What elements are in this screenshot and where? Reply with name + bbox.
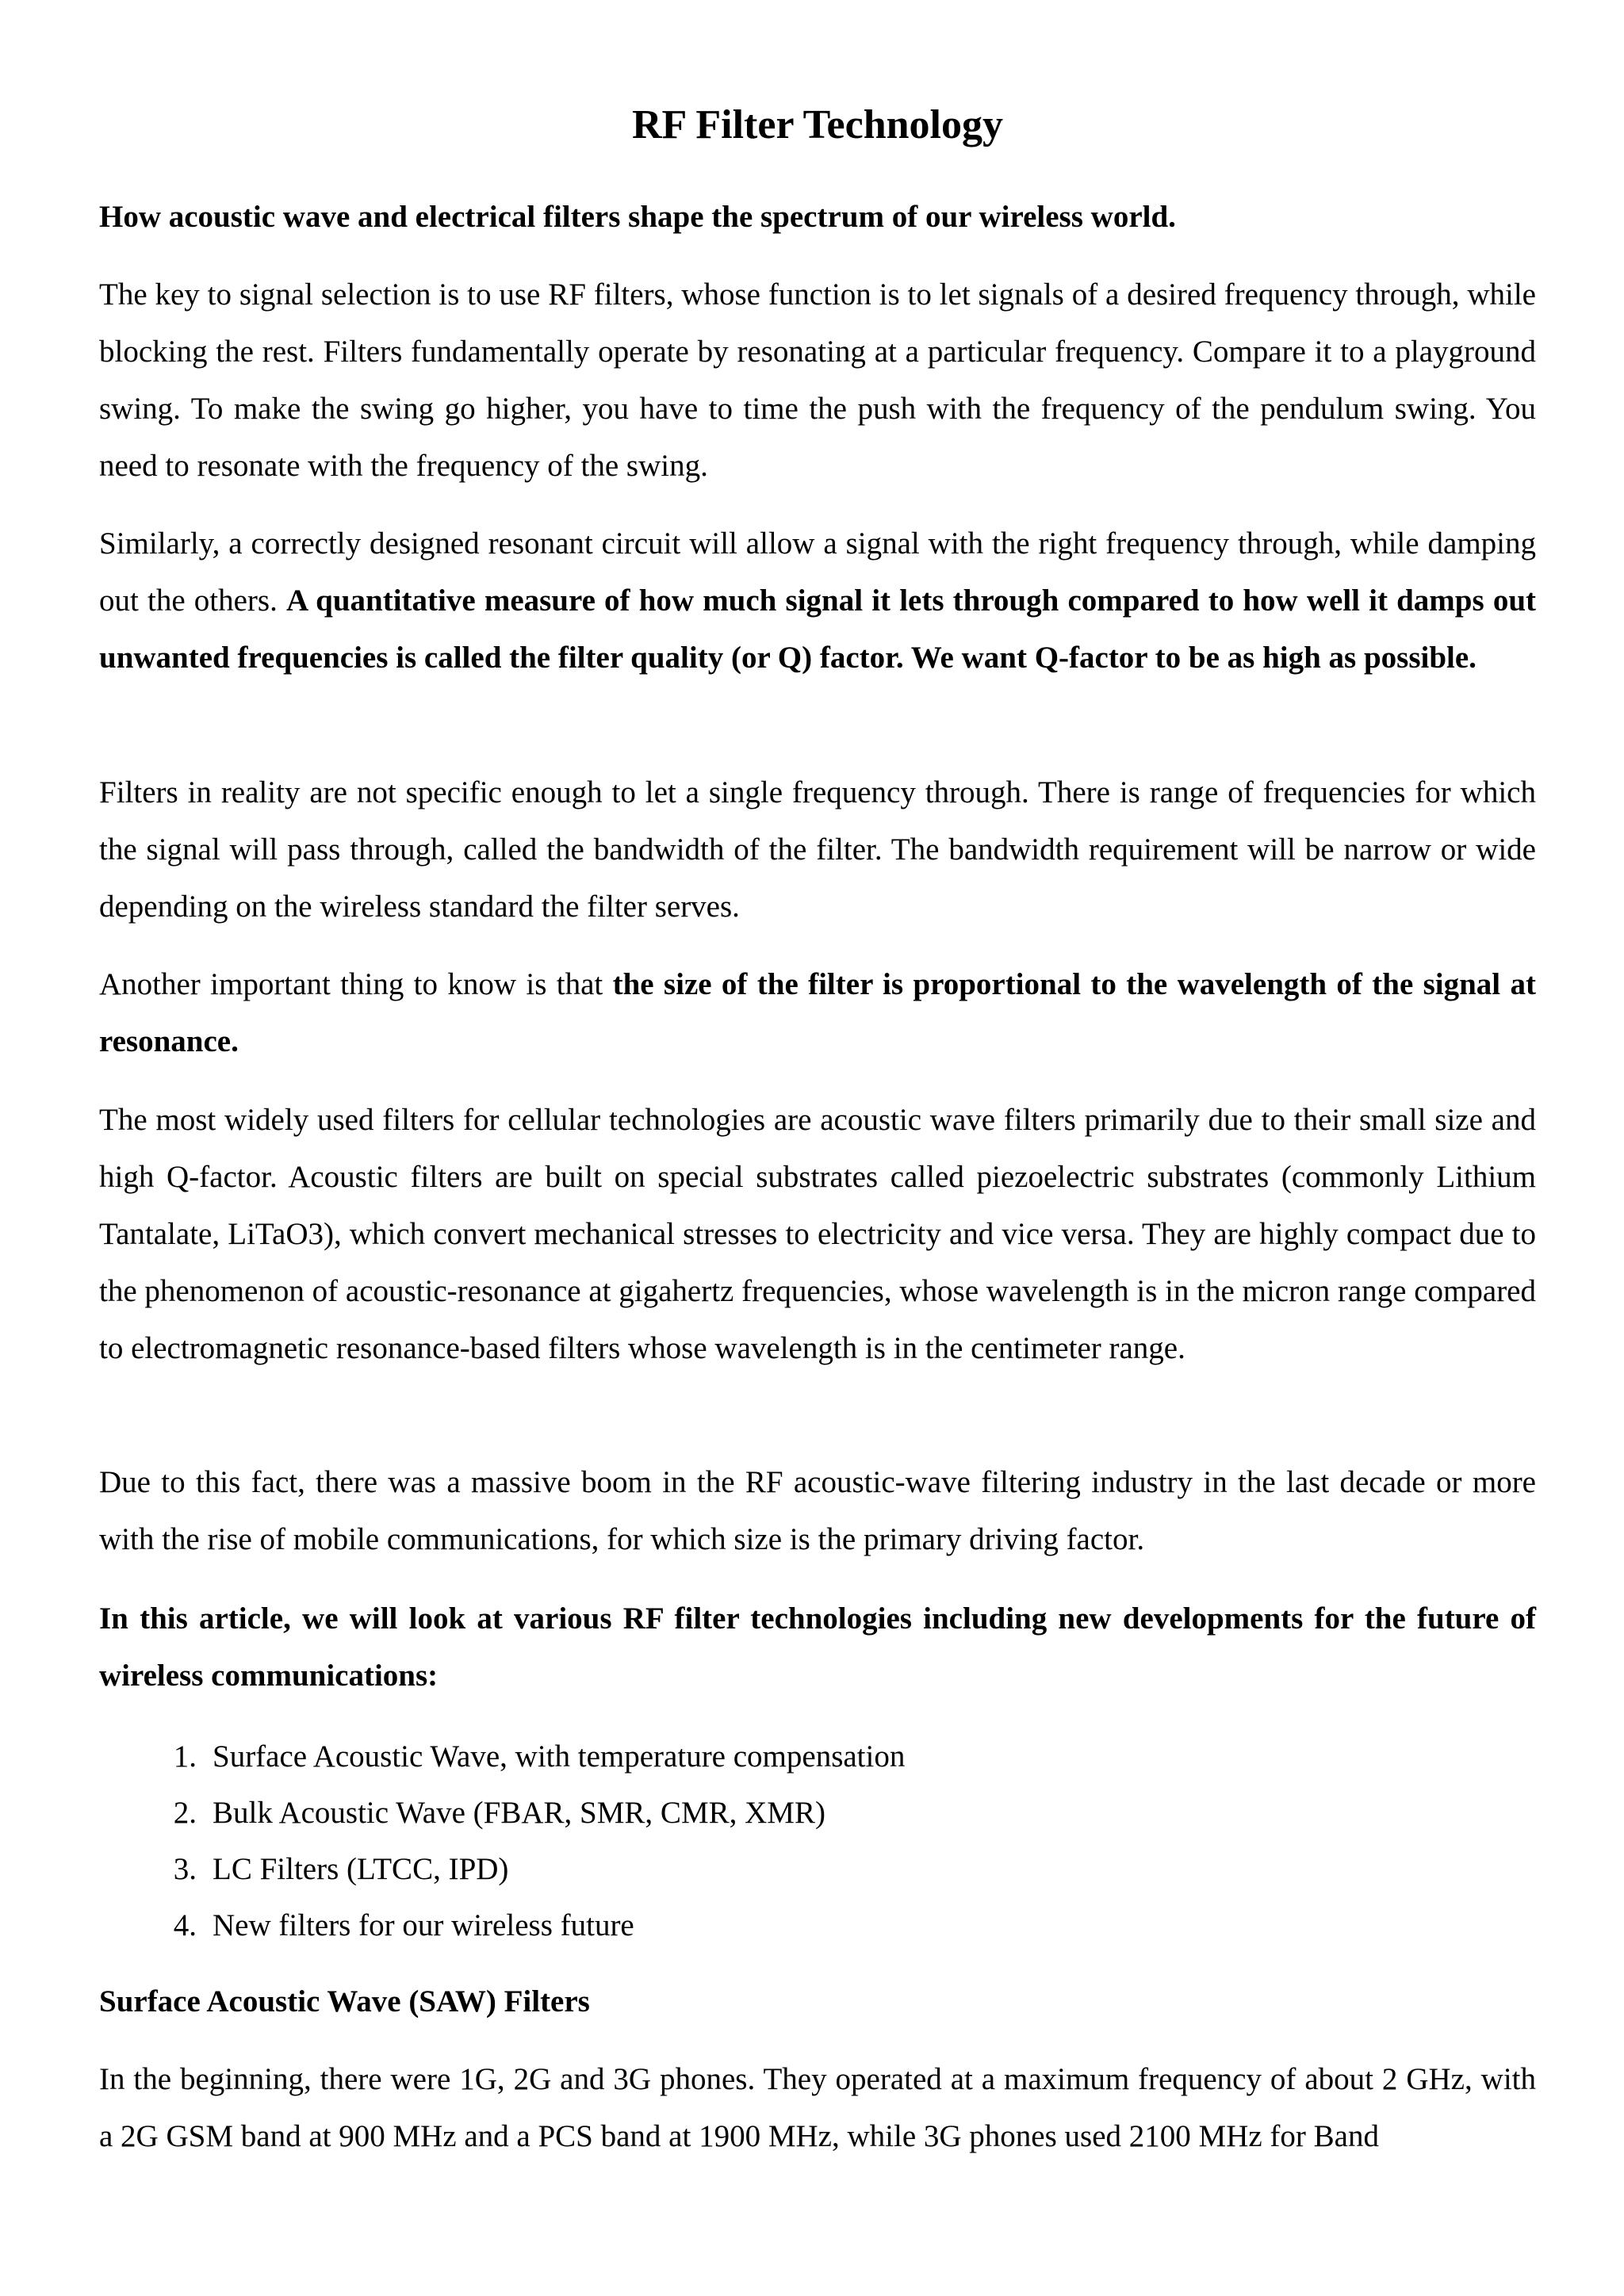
list-item [99, 1728, 905, 1785]
list-item [99, 1897, 905, 1954]
paragraph-resonant-circuit [99, 515, 1536, 687]
paragraph-filter-size-emphasis: the size of the filter is proportional to the wavelength of the signal at resonance. [99, 967, 1536, 1058]
list-item-text: Bulk Acoustic Wave (FBAR, SMR, CMR, XMR) [213, 1796, 825, 1830]
paragraph-signal-selection: The key to signal selection is to use RF filters, whose function is to let signals of a desired frequency through, while blocking the rest. Filters fundamentally operate by resonating at a particular frequency. Compare it to a playground swing. To make the swing go higher, you have to time the push with the frequency of the pendulum swing. You need to resonate with the frequency of the swing. [99, 277, 1536, 483]
list-item-number: 2. [173, 1796, 197, 1830]
list-item-text: New filters for our wireless future [213, 1908, 634, 1942]
list-item-number: 4. [173, 1908, 197, 1942]
section-heading-saw: Surface Acoustic Wave (SAW) Filters [99, 1984, 590, 2019]
paragraph-filter-size [99, 956, 1536, 1070]
paragraph-resonant-circuit-text: Similarly, a correctly designed resonant circuit will allow a signal with the right frequency through, while damping out the others. [99, 526, 1536, 618]
paragraph-acoustic-filters: The most widely used filters for cellular technologies are acoustic wave filters primarily due to their small size and high Q-factor. Acoustic filters are built on special substrates called piezoelectric substrates (commonly Lithium Tantalate, LiTaO3), which convert mechanical stresses to electricity and vice versa. They are highly compact due to the phenomenon of acoustic-resonance at gigahertz frequencies, whose wavelength is in the micron range compared to electromagnetic resonance-based filters whose wavelength is in the centimeter range. [99, 1103, 1536, 1365]
list-item-text: Surface Acoustic Wave, with temperature compensation [213, 1739, 906, 1774]
paragraph-article-intro: In this article, we will look at various RF filter technologies including new developments for the future of wireless communications: [99, 1601, 1536, 1693]
paragraph-bandwidth: Filters in reality are not specific enough to let a single frequency through. There is range of frequencies for which the signal will pass through, called the bandwidth of the filter. The bandwidth requirement will be narrow or wide depending on the wireless standard the filter serves. [99, 775, 1536, 924]
paragraph-saw-history: In the beginning, there were 1G, 2G and 3G phones. They operated at a maximum frequency of about 2 GHz, with a 2G GSM band at 900 MHz and a PCS band at 1900 MHz, while 3G phones used 2100 MHz for Band [99, 2062, 1536, 2153]
paragraph-industry-boom: Due to this fact, there was a massive boom in the RF acoustic-wave filtering industry in the last decade or more with the rise of mobile communications, for which size is the primary driving factor. [99, 1465, 1536, 1556]
list-item-number: 1. [173, 1739, 197, 1774]
document-title: RF Filter Technology [632, 102, 1003, 147]
list-item [99, 1841, 905, 1897]
list-item-text: LC Filters (LTCC, IPD) [213, 1852, 509, 1886]
paragraph-q-factor-emphasis: A quantitative measure of how much signal it lets through compared to how well it damps out unwanted frequencies is called the filter quality (or Q) factor. We want Q-factor to be as high as possible. [99, 584, 1536, 675]
paragraph-filter-size-text: Another important thing to know is that [99, 967, 613, 1001]
document-subtitle: How acoustic wave and electrical filters shape the spectrum of our wireless world. [99, 200, 1176, 234]
list-item [99, 1785, 905, 1841]
technology-list [99, 1728, 905, 1954]
list-item-number: 3. [173, 1852, 197, 1886]
